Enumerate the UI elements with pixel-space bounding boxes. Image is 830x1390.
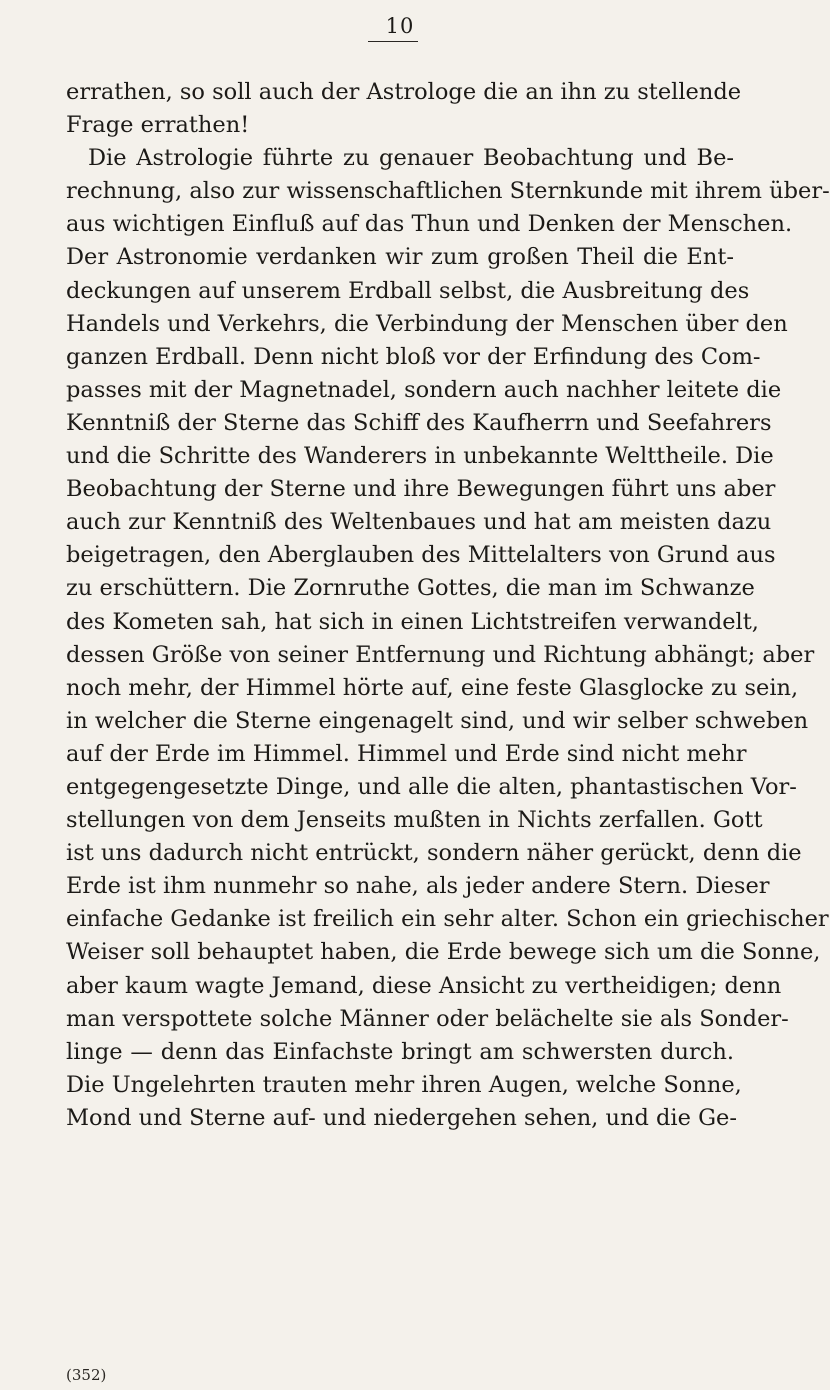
text-line: stellungen von dem Jenseits mußten in Nichts zerfallen. Gott <box>66 807 763 834</box>
text-line: Die Ungelehrten trauten mehr ihren Augen, welche Sonne, <box>66 1071 742 1098</box>
text-line: auch zur Kenntniß des Weltenbaues und hat am meisten dazu <box>66 509 772 536</box>
body-text <box>66 76 830 1135</box>
text-line: dessen Größe von seiner Entfernung und Richtung abhängt; aber <box>66 641 815 668</box>
text-line: entgegengesetzte Dinge, und alle die alten, phantastischen Vor- <box>66 773 797 800</box>
text-line: Der Astronomie verdanken wir zum großen Theil die Ent- <box>66 244 734 271</box>
text-line: beigetragen, den Aberglauben des Mittelalters von Grund aus <box>66 542 776 569</box>
text-line: in welcher die Sterne eingenagelt sind, und wir selber schweben <box>66 707 809 734</box>
printer-signature: (352) <box>66 1366 107 1384</box>
text-line: Frage errathen! <box>66 112 250 139</box>
text-line: auf der Erde im Himmel. Himmel und Erde sind nicht mehr <box>66 740 747 767</box>
text-line: passes mit der Magnetnadel, sondern auch nachher leitete die <box>66 376 782 403</box>
text-line: errathen, so soll auch der Astrologe die an ihn zu stellende <box>66 79 742 105</box>
text-line: deckungen auf unserem Erdball selbst, die Ausbreitung des <box>66 277 750 304</box>
text-line: zu erschüttern. Die Zornruthe Gottes, die man im Schwanze <box>66 575 755 602</box>
text-line: ist uns dadurch nicht entrückt, sondern näher gerückt, denn die <box>66 840 802 867</box>
text-line: aus wichtigen Einfluß auf das Thun und Denken der Menschen. <box>66 211 793 238</box>
text-line: man verspottete solche Männer oder belächelte sie als Sonder- <box>66 1005 789 1032</box>
text-line: Die Astrologie führte zu genauer Beobachtung und Be- <box>88 145 734 172</box>
text-line: Kenntniß der Sterne das Schiff des Kaufherrn und Seefahrers <box>66 409 772 436</box>
text-line: Weiser soll behauptet haben, die Erde bewege sich um die Sonne, <box>66 939 821 966</box>
text-line: des Kometen sah, hat sich in einen Lichtstreifen verwandelt, <box>66 608 759 635</box>
text-line: Mond und Sterne auf- und niedergehen sehen, und die Ge- <box>66 1104 737 1131</box>
text-line: Erde ist ihm nunmehr so nahe, als jeder andere Stern. Dieser <box>66 873 770 900</box>
text-line: Handels und Verkehrs, die Verbindung der Menschen über den <box>66 310 788 337</box>
text-line: noch mehr, der Himmel hörte auf, eine feste Glasglocke zu sein, <box>66 674 799 701</box>
page-number-rule <box>368 41 418 42</box>
page-number: 10 <box>385 14 415 38</box>
text-line: aber kaum wagte Jemand, diese Ansicht zu vertheidigen; denn <box>66 972 782 999</box>
text-line: Beobachtung der Sterne und ihre Bewegungen führt uns aber <box>66 476 776 503</box>
text-line: linge — denn das Einfachste bringt am schwersten durch. <box>66 1038 734 1065</box>
text-line: ganzen Erdball. Denn nicht bloß vor der Erfindung des Com- <box>66 343 761 370</box>
text-line: und die Schritte des Wanderers in unbekannte Welttheile. Die <box>66 443 774 470</box>
text-line: rechnung, also zur wissenschaftlichen Sternkunde mit ihrem über- <box>66 178 830 205</box>
text-line: einfache Gedanke ist freilich ein sehr alter. Schon ein griechischer <box>66 906 829 933</box>
